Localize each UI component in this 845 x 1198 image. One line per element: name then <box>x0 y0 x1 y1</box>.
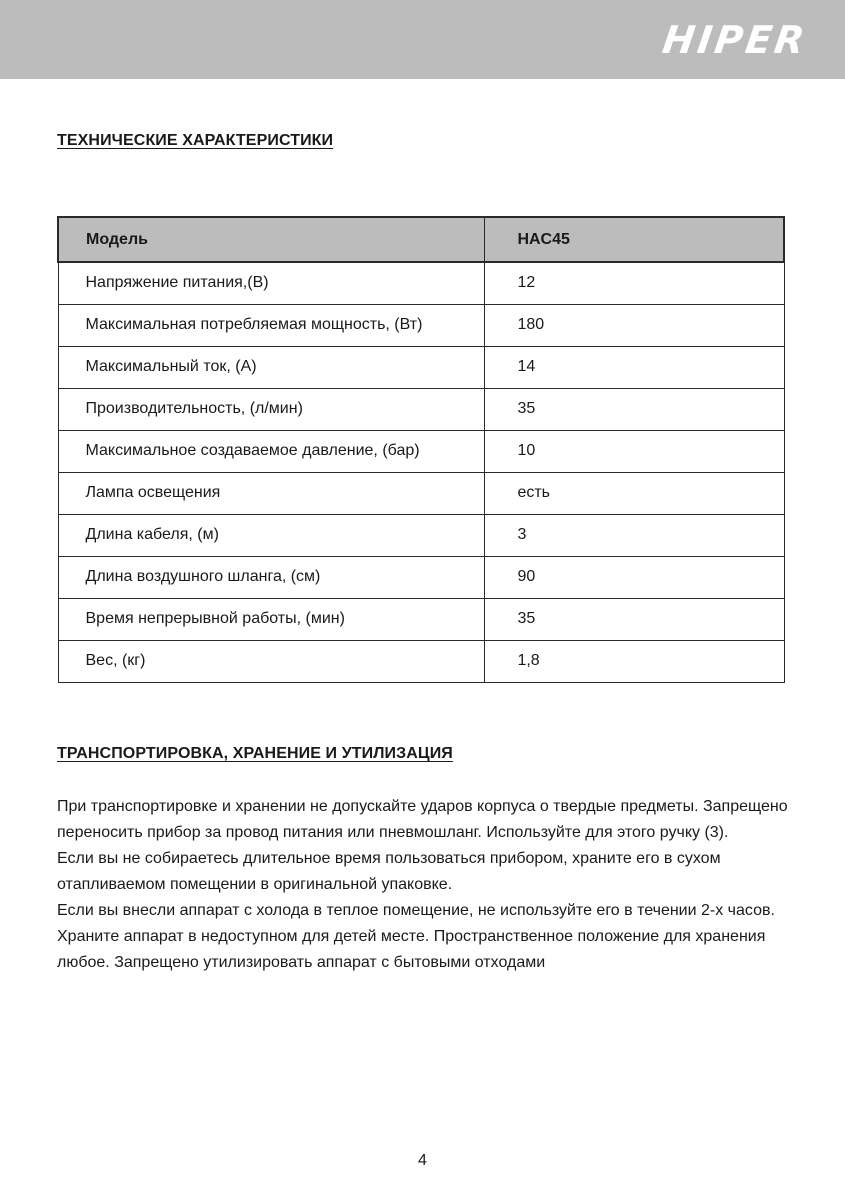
header-cell-model-value: HAC45 <box>485 217 784 262</box>
table-row <box>58 430 784 472</box>
spec-label: Производительность, (л/мин) <box>58 388 485 430</box>
spec-value: 180 <box>485 304 784 346</box>
header-cell-model-label: Модель <box>58 217 485 262</box>
spec-label: Максимальный ток, (А) <box>58 346 485 388</box>
page-number: 4 <box>418 1152 427 1169</box>
spec-value: 35 <box>485 598 784 640</box>
paragraph: Храните аппарат в недоступном для детей месте. Пространственное положение для хранения любое. Запрещено утилизировать аппарат с бытовыми отходами <box>57 928 766 971</box>
spec-value: 1,8 <box>485 640 784 682</box>
spec-label: Время непрерывной работы, (мин) <box>58 598 485 640</box>
table-row <box>58 388 784 430</box>
table-row <box>58 598 784 640</box>
spec-value: 90 <box>485 556 784 598</box>
spec-value: есть <box>485 472 784 514</box>
spec-label: Максимальное создаваемое давление, (бар) <box>58 430 485 472</box>
table-row <box>58 556 784 598</box>
spec-value: 14 <box>485 346 784 388</box>
spec-label: Длина кабеля, (м) <box>58 514 485 556</box>
table-row <box>58 346 784 388</box>
spec-label: Максимальная потребляемая мощность, (Вт) <box>58 304 485 346</box>
transport-text <box>57 794 802 976</box>
spec-label: Длина воздушного шланга, (см) <box>58 556 485 598</box>
table-row <box>58 304 784 346</box>
transport-section-title: ТРАНСПОРТИРОВКА, ХРАНЕНИЕ И УТИЛИЗАЦИЯ <box>57 745 453 762</box>
paragraph: При транспортировке и хранении не допускайте ударов корпуса о твердые предметы. Запрещено переносить прибор за провод питания или пневмошланг. Используйте для этого ручку (3). <box>57 798 788 841</box>
spec-value: 3 <box>485 514 784 556</box>
table-row <box>58 472 784 514</box>
specs-section-title: ТЕХНИЧЕСКИЕ ХАРАКТЕРИСТИКИ <box>57 132 334 149</box>
spec-label: Вес, (кг) <box>58 640 485 682</box>
spec-label: Напряжение питания,(В) <box>58 262 485 304</box>
specs-table <box>57 216 785 683</box>
spec-value: 10 <box>485 430 784 472</box>
paragraph: Если вы не собираетесь длительное время пользоваться прибором, храните его в сухом отапливаемом помещении в оригинальной упаковке. <box>57 850 721 893</box>
table-row <box>58 262 784 304</box>
spec-label: Лампа освещения <box>58 472 485 514</box>
spec-value: 35 <box>485 388 784 430</box>
table-header-row <box>58 217 784 262</box>
spec-value: 12 <box>485 262 784 304</box>
hiper-logo: HIPER <box>659 18 811 62</box>
paragraph: Если вы внесли аппарат с холода в теплое помещение, не используйте его в течении 2-х часов. <box>57 902 775 919</box>
table-row <box>58 640 784 682</box>
table-row <box>58 514 784 556</box>
